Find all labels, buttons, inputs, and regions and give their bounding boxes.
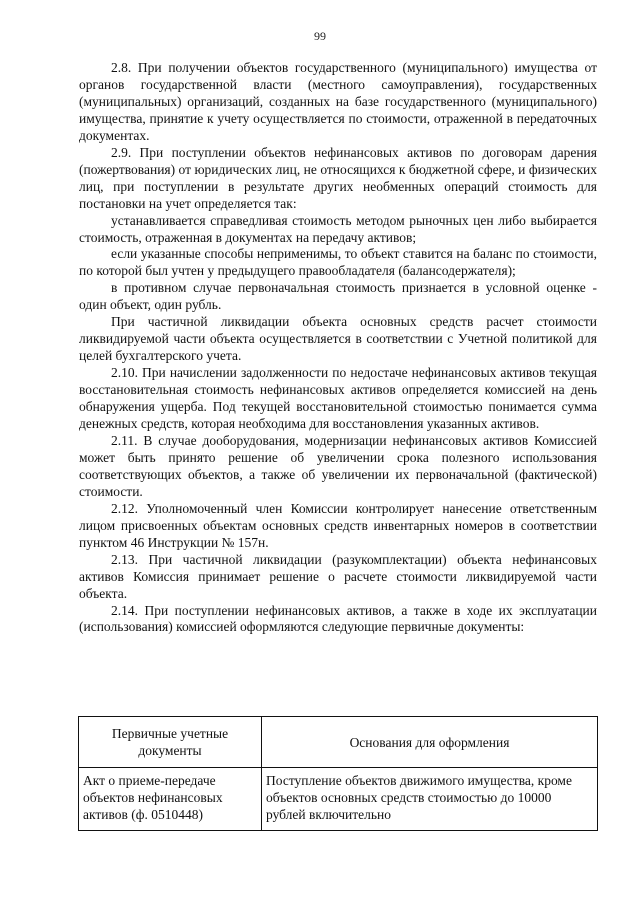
paragraph-fair-value: устанавливается справедливая стоимость методом рыночных цен либо выбирается стоимость, отраженная в документах на передачу активов;: [79, 212, 597, 245]
paragraph-2-8: 2.8. При получении объектов государственного (муниципального) имущества от органов государственной власти (местного самоуправления), государственных (муниципальных) организаций, созданных на базе государственного (муниципального) имущества, принятие к учету осуществляется по стоимости, отраженной в передаточных документах.: [79, 60, 597, 143]
paragraph-2-13: 2.13. При частичной ликвидации (разукомплектации) объекта нефинансовых активов Комиссия принимает решение о расчете стоимости ликвидируемой части объекта.: [79, 551, 597, 601]
paragraph-2-11: 2.11. В случае дооборудования, модернизации нефинансовых активов Комиссией может быть принято решение об увеличении срока полезного использования соответствующих объектов, а также об увеличении их первоначальной (фактической) стоимости.: [79, 432, 597, 499]
table-header-row: [79, 717, 598, 768]
paragraph-2-14: 2.14. При поступлении нефинансовых активов, а также в ходе их эксплуатации (использования) комиссией оформляются следующие первичные документы:: [79, 602, 597, 635]
document-body: [79, 60, 597, 636]
page-number: 99: [314, 29, 326, 43]
paragraph-one-ruble: в противном случае первоначальная стоимость признается в условной оценке - один объект, один рубль.: [79, 280, 597, 313]
table-row: [79, 768, 598, 831]
table-header-grounds: Основания для оформления: [262, 717, 598, 768]
paragraph-previous-holder: если указанные способы неприменимы, то объект ставится на баланс по стоимости, по которой был учтен у предыдущего правообладателя (балансодержателя);: [79, 246, 597, 279]
table-header-documents: Первичные учетные документы: [79, 717, 262, 768]
table-cell-grounds: Поступление объектов движимого имущества, кроме объектов основных средств стоимостью до 10000 рублей включительно: [262, 768, 598, 831]
table-cell-document: Акт о приеме-передаче объектов нефинансовых активов (ф. 0510448): [79, 768, 262, 831]
paragraph-partial-liquidation: При частичной ликвидации объекта основных средств расчет стоимости ликвидируемой части объекта осуществляется в соответствии с Учетной политикой для целей бухгалтерского учета.: [79, 314, 597, 364]
primary-documents-table: [78, 716, 598, 831]
paragraph-2-12: 2.12. Уполномоченный член Комиссии контролирует нанесение ответственным лицом присвоенных объектам основных средств инвентарных номеров в соответствии пунктом 46 Инструкции № 157н.: [79, 500, 597, 550]
paragraph-2-10: 2.10. При начислении задолженности по недостаче нефинансовых активов текущая восстановительная стоимость нефинансовых активов определяется комиссией на день обнаружения ущерба. Под текущей восстановительной стоимостью понимается сумма денежных средств, которая необходима для восстановления указанных активов.: [79, 365, 597, 432]
paragraph-2-9: 2.9. При поступлении объектов нефинансовых активов по договорам дарения (пожертвования) от юридических лиц, не относящихся к бюджетной сфере, и физических лиц, при поступлении в результате других необменных операций стоимость для постановки на учет определяется так:: [79, 144, 597, 211]
